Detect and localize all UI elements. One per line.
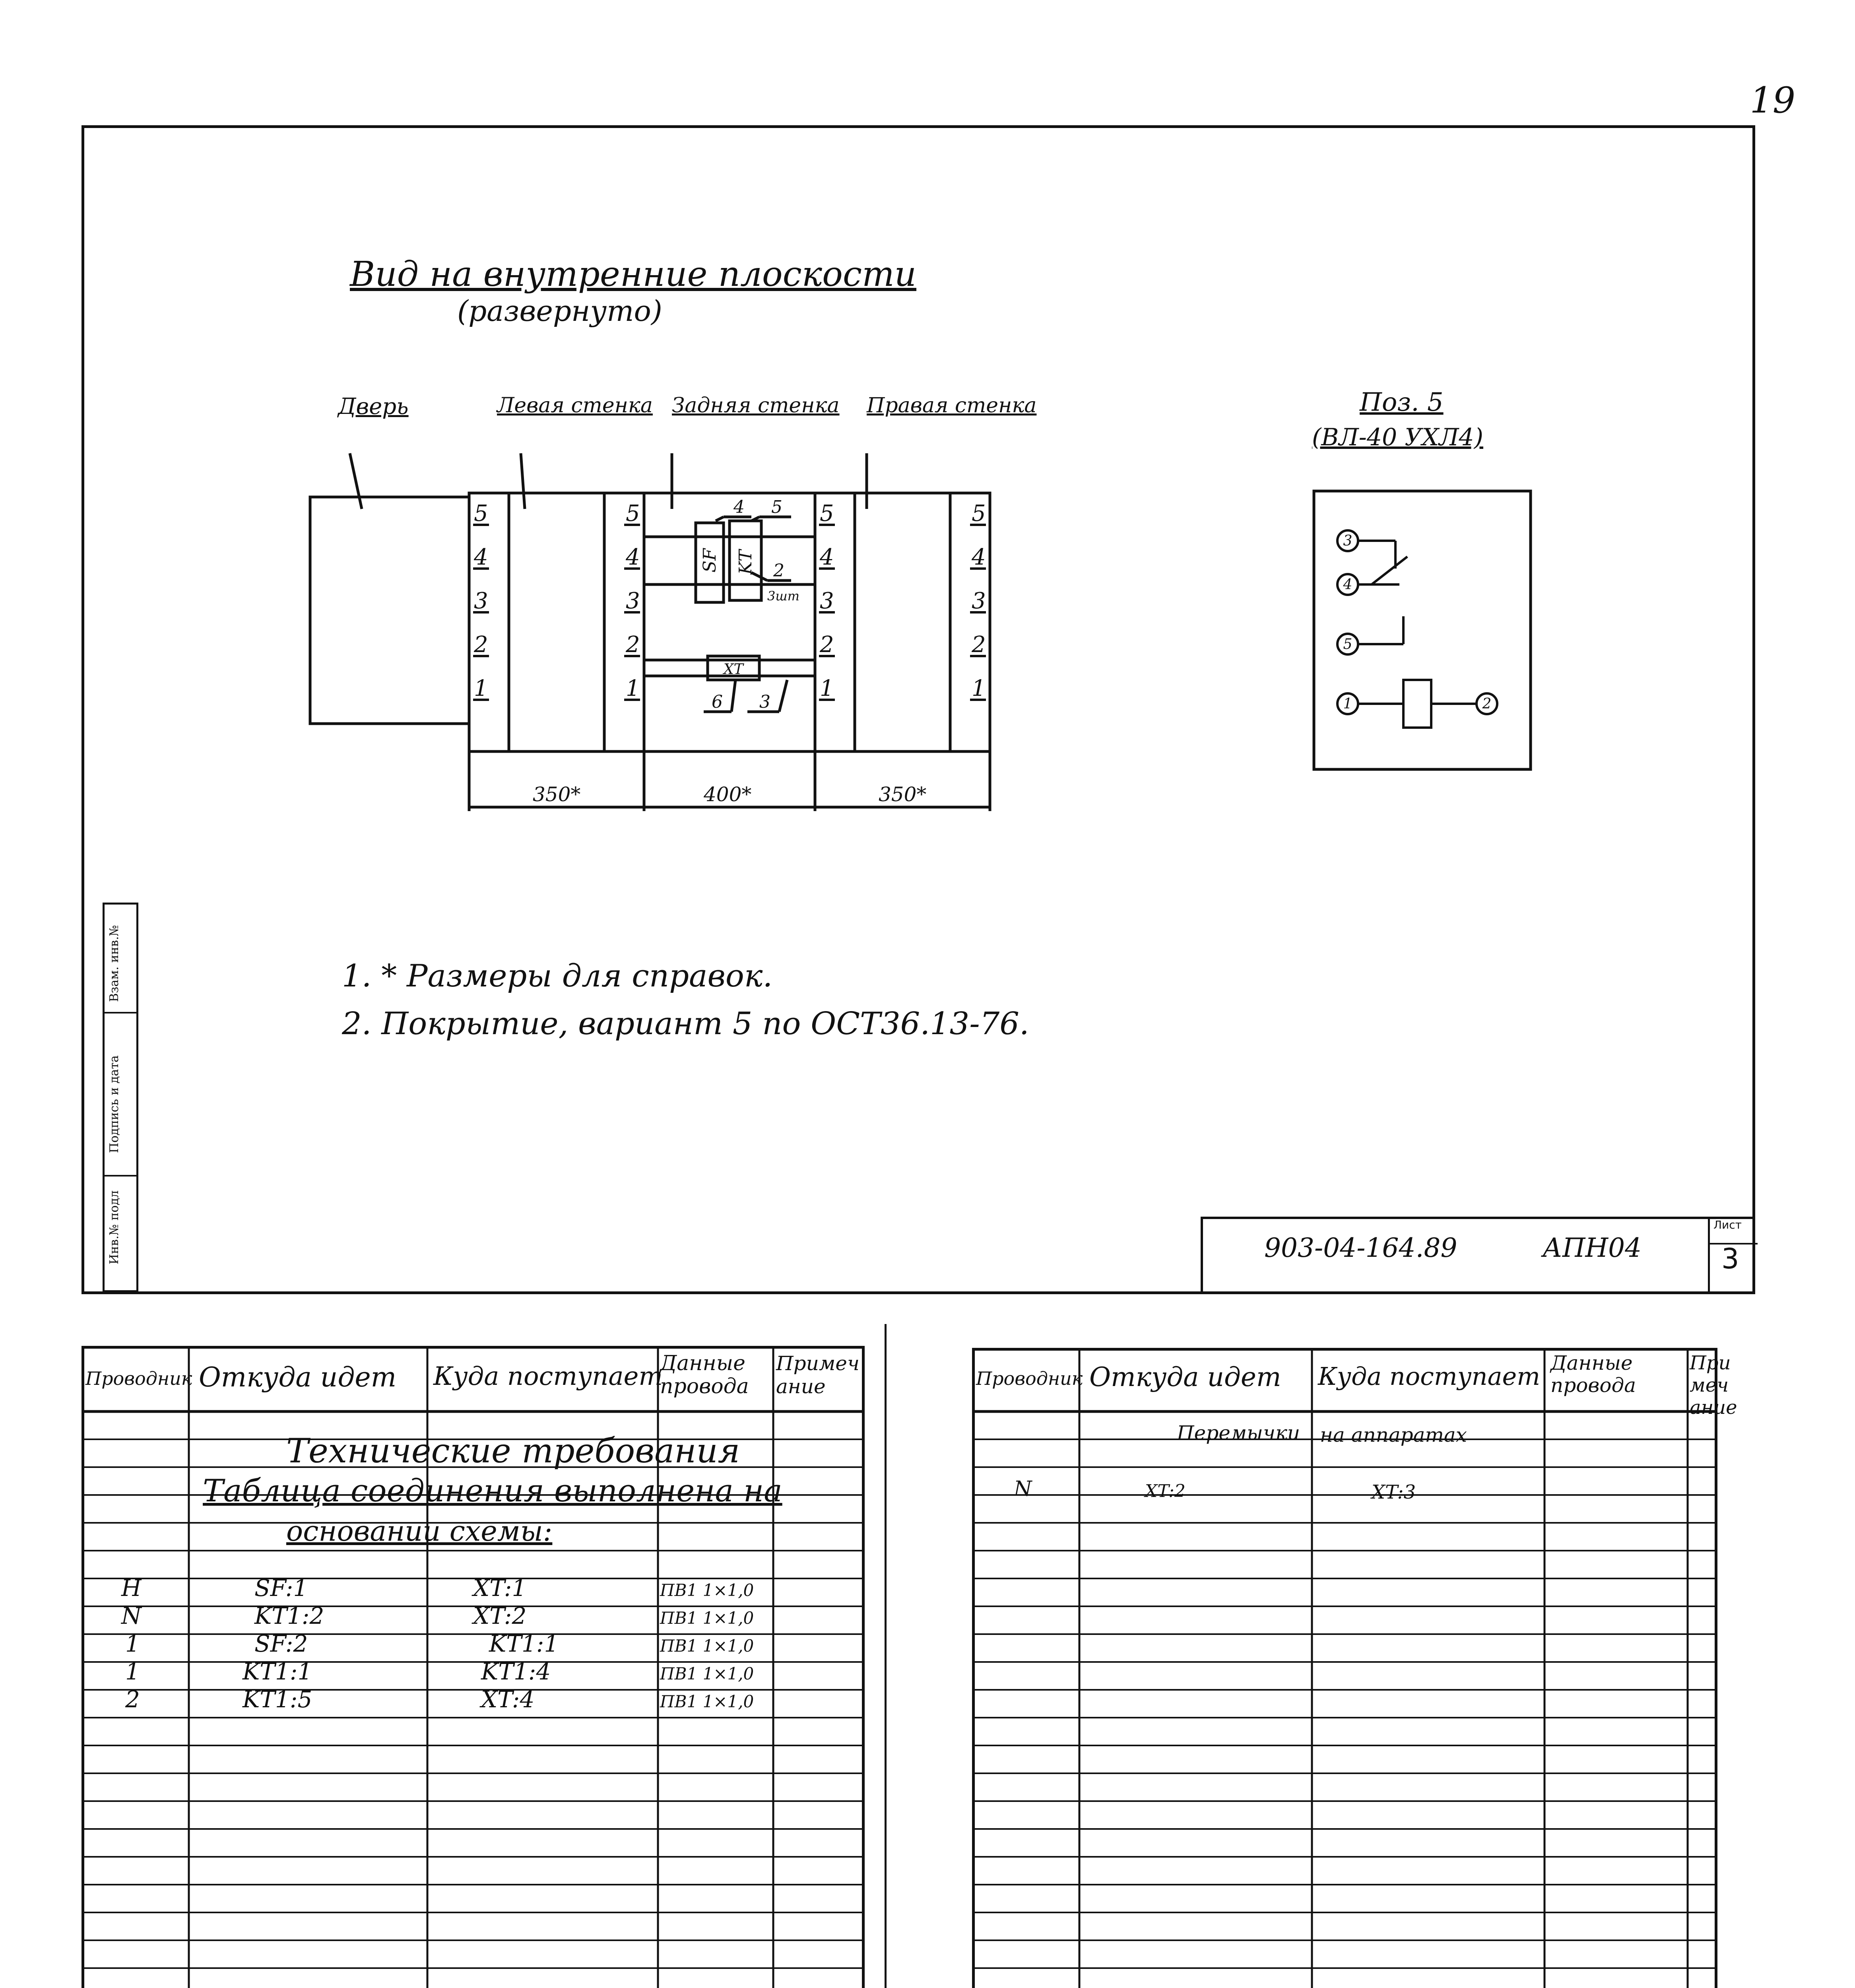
row-conductor: 1 — [125, 1630, 140, 1657]
scale-mark: 2 — [972, 632, 986, 658]
left-wall-label: Левая стенка — [497, 394, 653, 417]
row-wire: ПВ1 1×1,0 — [660, 1580, 754, 1600]
dimension-back: 400* — [704, 783, 752, 806]
scale-mark: 5 — [820, 501, 834, 526]
right-header-from: Откуда идет — [1089, 1362, 1281, 1392]
pos5-subtitle: (ВЛ-40 УХЛ4) — [1312, 423, 1483, 451]
scale-mark: 1 — [820, 676, 834, 701]
row-from: XT:2 — [1145, 1481, 1186, 1501]
top-stamp-sheet-label: Лист — [1713, 1218, 1742, 1231]
row-wire: ПВ1 1×1,0 — [660, 1636, 754, 1656]
row-from: SF:1 — [254, 1574, 308, 1602]
row-to: XT:3 — [1372, 1481, 1416, 1503]
row-conductor: 2 — [125, 1686, 140, 1713]
page-number: 19 — [1750, 80, 1795, 121]
scale-mark: 5 — [474, 501, 488, 526]
row-from: KT1:1 — [243, 1658, 312, 1685]
relay-terminal-3: 3 — [1343, 533, 1352, 549]
note-1: 1. * Размеры для справок. — [342, 958, 773, 994]
back-wall-label: Задняя стенка — [672, 394, 840, 417]
right-header-conductor: Проводник — [976, 1368, 1083, 1389]
relay-diagram — [1312, 489, 1535, 775]
panel-layout-drawing — [302, 421, 1058, 819]
callout-2-sub: 3шт — [767, 588, 800, 604]
row-conductor: N — [1014, 1477, 1032, 1501]
relay-terminal-5: 5 — [1343, 636, 1352, 652]
relay-terminal-4: 4 — [1343, 577, 1352, 593]
top-stamp-doc: 903-04-164.89 — [1264, 1233, 1457, 1263]
scale-mark: 4 — [820, 544, 834, 570]
relay-terminal-2: 2 — [1482, 696, 1492, 712]
callout-2: 2 — [773, 561, 784, 581]
right-wall-label: Правая стенка — [867, 394, 1037, 417]
scale-mark: 5 — [972, 501, 986, 526]
left-header-wire-data: Данные провода — [660, 1351, 749, 1398]
scale-mark: 4 — [626, 544, 640, 570]
top-side-stamp-label-3: Взам. инв.№ — [107, 925, 121, 1002]
callout-5: 5 — [771, 497, 782, 517]
scale-mark: 4 — [972, 544, 986, 570]
relay-terminal-1: 1 — [1343, 696, 1352, 712]
left-header-to: Куда поступает — [433, 1362, 663, 1391]
top-stamp-code: АПН04 — [1543, 1233, 1642, 1263]
row-conductor: 1 — [125, 1658, 140, 1685]
jumper-label-1: Перемычки — [1177, 1421, 1300, 1444]
scale-mark: 3 — [972, 588, 986, 614]
scale-mark: 1 — [626, 676, 640, 701]
pos5-title: Поз. 5 — [1360, 388, 1444, 417]
scale-mark: 2 — [626, 632, 640, 658]
scale-mark: 5 — [626, 501, 640, 526]
row-from: KT1:5 — [243, 1686, 312, 1713]
xt-callout: XT — [724, 661, 743, 678]
row-to: XT:2 — [473, 1602, 527, 1629]
drawing-subtitle: (развернуто) — [457, 294, 662, 328]
sf-callout: SF — [700, 548, 720, 573]
row-wire: ПВ1 1×1,0 — [660, 1608, 754, 1628]
scale-mark: 1 — [972, 676, 986, 701]
top-side-stamp-label-2: Подпись и дата — [107, 1055, 121, 1153]
top-stamp-sheet: 3 — [1721, 1242, 1739, 1275]
scale-mark: 3 — [820, 588, 834, 614]
jumper-label-2: на аппаратах — [1320, 1423, 1467, 1446]
sheet-divider — [885, 1324, 887, 1988]
dimension-right: 350* — [879, 783, 927, 806]
door-label: Дверь — [338, 394, 409, 419]
left-header-note: Примечание — [776, 1352, 860, 1398]
scale-mark: 1 — [474, 676, 488, 701]
row-conductor: Н — [121, 1574, 142, 1602]
right-header-wire-data: Данные провода — [1550, 1351, 1636, 1397]
right-header-to: Куда поступает — [1318, 1362, 1541, 1391]
kt-callout: KT — [735, 549, 756, 575]
callout-6: 6 — [712, 692, 723, 712]
note-2: 2. Покрытие, вариант 5 по ОСТ36.13-76. — [342, 1006, 1029, 1042]
req-line-1: Технические требования — [286, 1431, 740, 1470]
row-from: SF:2 — [254, 1630, 308, 1657]
callout-3: 3 — [759, 692, 770, 712]
row-to: XT:4 — [481, 1686, 535, 1713]
scale-mark: 3 — [626, 588, 640, 614]
top-side-stamp-label-1: Инв.№ подл — [107, 1190, 121, 1264]
row-from: KT1:2 — [254, 1602, 324, 1629]
left-header-from: Откуда идет — [199, 1362, 397, 1393]
row-conductor: N — [121, 1602, 142, 1629]
scale-mark: 2 — [820, 632, 834, 658]
req-line-3: основании схемы: — [286, 1515, 553, 1547]
row-to: XT:1 — [473, 1574, 527, 1602]
right-header-note: Примечание — [1690, 1352, 1737, 1419]
scale-mark: 2 — [474, 632, 488, 658]
scale-mark: 4 — [474, 544, 488, 570]
row-to: KT1:4 — [481, 1658, 551, 1685]
row-to: KT1:1 — [489, 1630, 559, 1657]
row-wire: ПВ1 1×1,0 — [660, 1664, 754, 1683]
callout-4: 4 — [733, 497, 745, 517]
drawing-title: Вид на внутренние плоскости — [350, 254, 917, 294]
dimension-left: 350* — [533, 783, 581, 806]
left-header-conductor: Проводник — [85, 1368, 192, 1389]
scale-mark: 3 — [474, 588, 488, 614]
req-line-2: Таблица соединения выполнена на — [203, 1473, 782, 1509]
row-wire: ПВ1 1×1,0 — [660, 1692, 754, 1711]
